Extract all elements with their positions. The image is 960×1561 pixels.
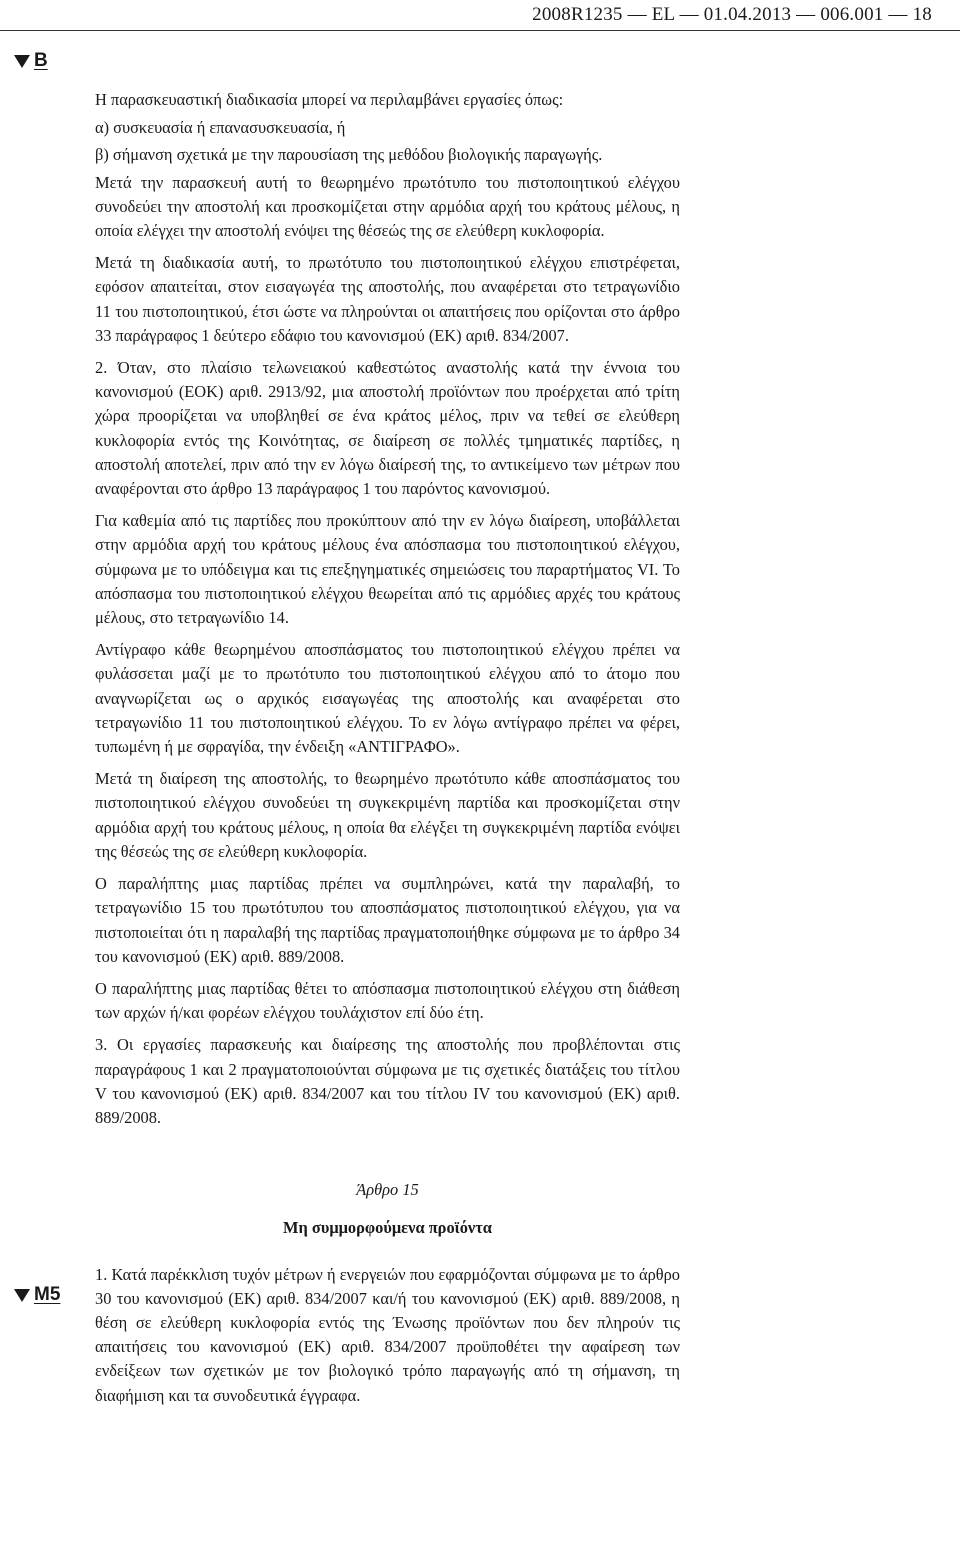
paragraph: Ο παραλήπτης μιας παρτίδας πρέπει να συμπληρώνει, κατά την παραλαβή, το τετραγωνίδιο 15 του πρωτότυπου του αποσπάσματος πιστοποιητικού ελέγχου, για να πιστοποιείται ότι η παραλαβή της παρτίδας πραγματοποιήθηκε σύμφωνα με το άρθρο 34 του κανονισμού (ΕΚ) αριθ. 889/2008. <box>95 874 680 966</box>
paragraph: Μετά τη διαίρεση της αποστολής, το θεωρημένο πρωτότυπο κάθε αποσπάσματος του πιστοποιητικού ελέγχου συνοδεύει τη συγκεκριμένη παρτίδα και προσκομίζεται στην αρμόδια αρχή του κράτους μέλους, η οποία θα ελέγξει τη συγκεκριμένη παρτίδα ενόψει της θέσεώς της σε ελεύθερη κυκλοφορία. <box>95 769 680 861</box>
triangle-down-icon <box>14 1289 30 1302</box>
paragraph: Για καθεμία από τις παρτίδες που προκύπτουν από την εν λόγω διαίρεση, υποβάλλεται στην αρμόδια αρχή του κράτους μέλους ένα απόσπασμα του πιστοποιητικού ελέγχου, σύμφωνα με το υπόδειγμα και τις επεξηγηματικές σημειώσεις του παραρτήματος VI. Το απόσπασμα του πιστοποιητικού ελέγχου θεωρείται από τις αρμόδιες αρχές του κράτους μέλους, στο τετραγωνίδιο 14. <box>95 511 680 628</box>
document-body <box>95 88 680 1416</box>
list-item-b: β) σήμανση σχετικά με την παρουσίαση της μεθόδου βιολογικής παραγωγής. <box>95 145 603 165</box>
paragraph-intro: Η παρασκευαστική διαδικασία μπορεί να περιλαμβάνει εργασίες όπως: <box>95 90 564 109</box>
header-divider <box>0 30 960 31</box>
document-reference: 2008R1235 — EL — 01.04.2013 — 006.001 — 18 <box>532 4 932 25</box>
amendment-marker-b <box>14 50 48 72</box>
article-number: Άρθρο 15 <box>356 1180 419 1200</box>
paragraph: Αντίγραφο κάθε θεωρημένου αποσπάσματος του πιστοποιητικού ελέγχου πρέπει να φυλάσσεται μαζί με το πρωτότυπο του πιστοποιητικού ελέγχου από το άτομο που αναγνωρίζεται ως ο αρχικός εισαγωγέας της αποστολής και αναφέρεται στο τετραγωνίδιο 11 του πιστοποιητικού ελέγχου. Το εν λόγω αντίγραφο πρέπει να φέρει, τυπωμένη ή με σφραγίδα, την ένδειξη «ΑΝΤΙΓΡΑΦΟ». <box>95 640 680 757</box>
list-item-a: α) συσκευασία ή επανασυσκευασία, ή <box>95 118 346 138</box>
page-header <box>0 0 960 30</box>
paragraph-numbered: 3. Οι εργασίες παρασκευής και διαίρεσης της αποστολής που προβλέπονται στις παραγράφους 1 και 2 πραγματοποιούνται σύμφωνα με τις σχετικές διατάξεις του τίτλου V του κανονισμού (ΕΚ) αριθ. 834/2007 και του τίτλου IV του κανονισμού (ΕΚ) αριθ. 889/2008. <box>95 1035 680 1127</box>
paragraph-numbered: 1. Κατά παρέκκλιση τυχόν μέτρων ή ενεργειών που εφαρμόζονται σύμφωνα με το άρθρο 30 του κανονισμού (ΕΚ) αριθ. 834/2007 και/ή του κανονισμού (ΕΚ) αριθ. 889/2008, η θέση σε ελεύθερη κυκλοφορία εντός της Ένωσης προϊόντων που δεν πληρούν τις απαιτήσεις του κανονισμού (ΕΚ) αριθ. 834/2007 προϋποθέτει την αφαίρεση των ενδείξεων των σχετικών με τον βιολογικό τρόπο παραγωγής από τη σήμανση, τη διαφήμιση και τα συνοδευτικά έγγραφα. <box>95 1264 680 1405</box>
amendment-code: B <box>34 50 48 71</box>
paragraph: Μετά την παρασκευή αυτή το θεωρημένο πρωτότυπο του πιστοποιητικού ελέγχου συνοδεύει την αποστολή και προσκομίζεται στην αρμόδια αρχή του κράτους μέλους, η οποία ελέγχει την αποστολή ενόψει της θέσεώς της σε ελεύθερη κυκλοφορία. <box>95 172 680 241</box>
paragraph: Μετά τη διαδικασία αυτή, το πρωτότυπο του πιστοποιητικού ελέγχου επιστρέφεται, εφόσον απαιτείται, στον εισαγωγέα της αποστολής, που αναφέρεται στο τετραγωνίδιο 11 του πιστοποιητικού, έτσι ώστε να πληρούνται οι απαιτήσεις που ορίζονται στο άρθρο 33 παράγραφος 1 δεύτερο εδάφιο του κανονισμού (ΕΚ) αριθ. 834/2007. <box>95 253 680 345</box>
article-title: Μη συμμορφούμενα προϊόντα <box>283 1218 492 1238</box>
triangle-down-icon <box>14 55 30 68</box>
paragraph: Ο παραλήπτης μιας παρτίδας θέτει το απόσπασμα πιστοποιητικού ελέγχου στη διάθεση των αρχών ή/και φορέων ελέγχου τουλάχιστον επί δύο έτη. <box>95 978 680 1023</box>
paragraph-numbered: 2. Όταν, στο πλαίσιο τελωνειακού καθεστώτος αναστολής κατά την έννοια του κανονισμού (ΕΟΚ) αριθ. 2913/92, μια αποστολή προϊόντων που προέρχεται από τρίτη χώρα προορίζεται να υποβληθεί σε ένα κράτος μέλος, πριν να τεθεί σε ελεύθερη κυκλοφορία εντός της Κοινότητας, σε διαίρεση σε πολλές τμηματικές παρτίδες, η αποστολή αποτελεί, πριν από την εν λόγω διαίρεσή της, το αντικείμενο των μέτρων που αναφέρονται στο άρθρο 13 παράγραφος 1 του παρόντος κανονισμού. <box>95 358 680 499</box>
amendment-marker-m5 <box>14 1284 60 1306</box>
amendment-code: M5 <box>34 1284 61 1305</box>
